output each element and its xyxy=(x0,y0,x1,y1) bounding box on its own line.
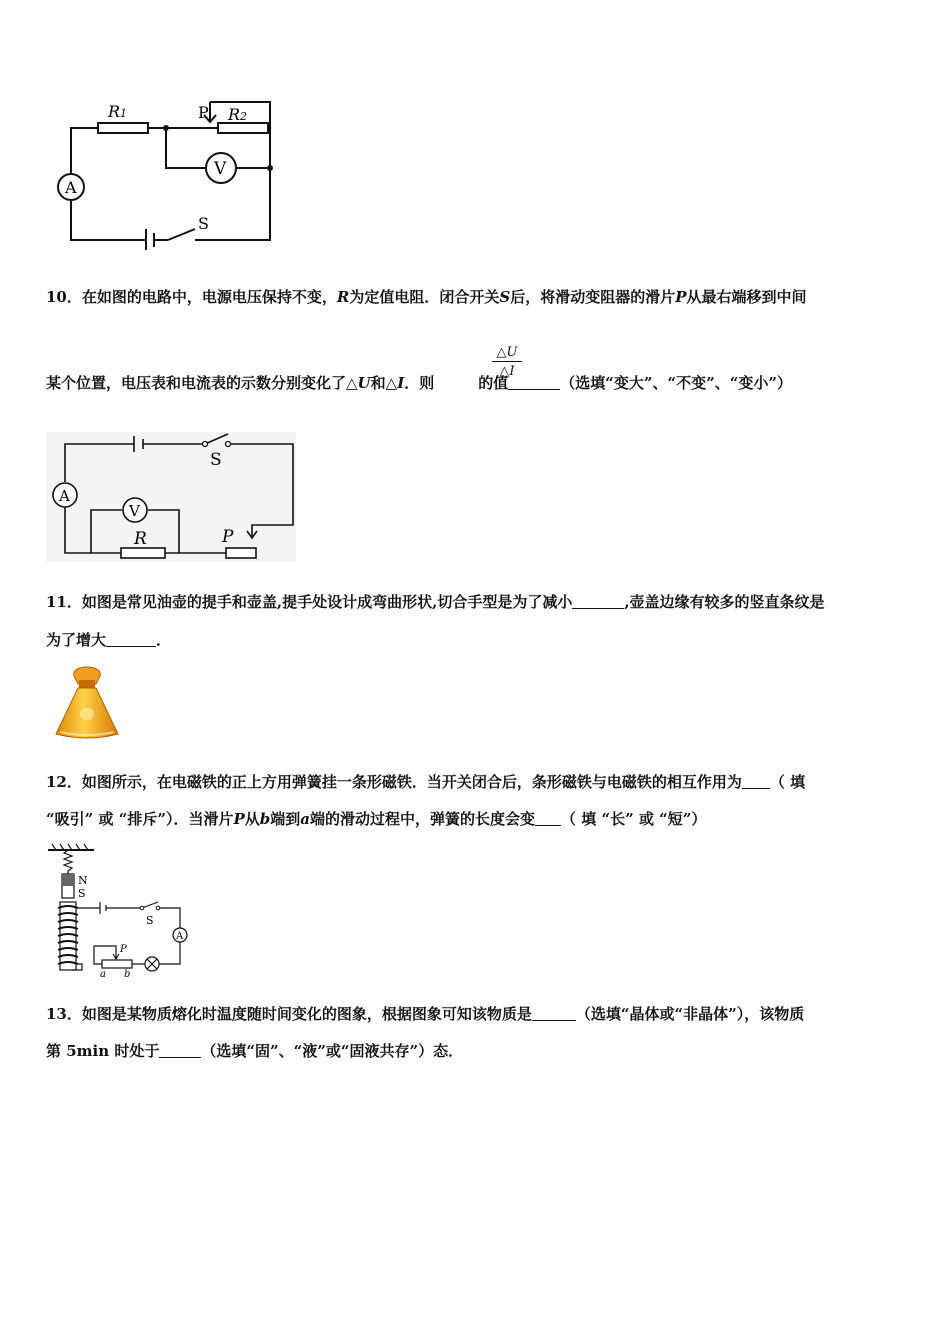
fig2-resistor-label: R xyxy=(134,529,147,549)
question-11-line-2: 为了增大 ． xyxy=(46,631,172,649)
fig1-switch-label: S xyxy=(198,214,209,233)
question-13-line-2: 第 5min 时处于 （选填“固”、“液”或“固液共存”）态． xyxy=(46,1042,464,1060)
delta-u-over-delta-i-fraction: $\frac{\triangle U}{\triangle I}$ xyxy=(492,345,522,379)
answer-blank[interactable] xyxy=(572,593,624,609)
question-12-line-1: 12．如图所示，在电磁铁的正上方用弹簧挂一条形磁铁．当开关闭合后，条形磁铁与电磁铁的相互作用为 （ 填 xyxy=(46,773,806,791)
question-10-line-1: 10．在如图的电路中，电源电压保持不变，R为定值电阻．闭合开关S后，将滑动变阻器的滑片P从最右端移到中间 xyxy=(46,288,807,306)
fig1-p-label: P xyxy=(198,103,209,122)
question-11-line-1: 11．如图是常见油壶的提手和壶盖,提手处设计成弯曲形状,切合手型是为了减小 ,壶盖边缘有较多的竖直条纹是 xyxy=(46,593,825,611)
fig4-switch-label: S xyxy=(146,914,154,927)
answer-blank[interactable] xyxy=(535,810,561,826)
answer-blank[interactable] xyxy=(742,773,770,789)
answer-blank[interactable] xyxy=(106,631,156,647)
fig4-b-label: b xyxy=(124,969,131,978)
fig1-voltmeter-label: V xyxy=(214,159,227,179)
question-10-line-2: 某个位置，电压表和电流表的示数分别变化了△U和△I．则 的值 （选填“变大”、“不变”、“变小”） xyxy=(46,374,793,392)
question-12-line-2: “吸引” 或 “排斥”）．当滑片P从b端到a端的滑动过程中，弹簧的长度会变 （ 填 “长” 或 “短”） xyxy=(46,810,707,828)
fig2-voltmeter-label: V xyxy=(129,502,140,520)
fig1-ammeter-label: A xyxy=(65,178,77,197)
fig2-slider-label: P xyxy=(222,527,234,547)
circuit-figure-1 xyxy=(50,95,290,250)
fig1-r2-label: R2 xyxy=(228,105,248,124)
answer-blank[interactable] xyxy=(532,1005,576,1021)
question-13-line-1: 13．如图是某物质熔化时温度随时间变化的图象，根据图象可知该物质是 （选填“晶体或“非晶体”），该物质 xyxy=(46,1005,805,1023)
fig2-switch-label: S xyxy=(210,450,222,470)
fig4-a-label: a xyxy=(100,969,106,978)
circuit-figure-2 xyxy=(46,432,296,562)
fig1-r1-label: R1 xyxy=(108,102,128,121)
fig4-p-label: P xyxy=(120,944,127,955)
fig4-n-label: N xyxy=(78,874,88,887)
electromagnet-figure xyxy=(44,842,194,978)
oil-jug-image xyxy=(52,662,122,740)
fig2-ammeter-label: A xyxy=(59,487,70,505)
fig4-ammeter-label: A xyxy=(176,931,184,942)
fig4-s-label: S xyxy=(78,887,86,900)
answer-blank[interactable] xyxy=(159,1042,201,1058)
